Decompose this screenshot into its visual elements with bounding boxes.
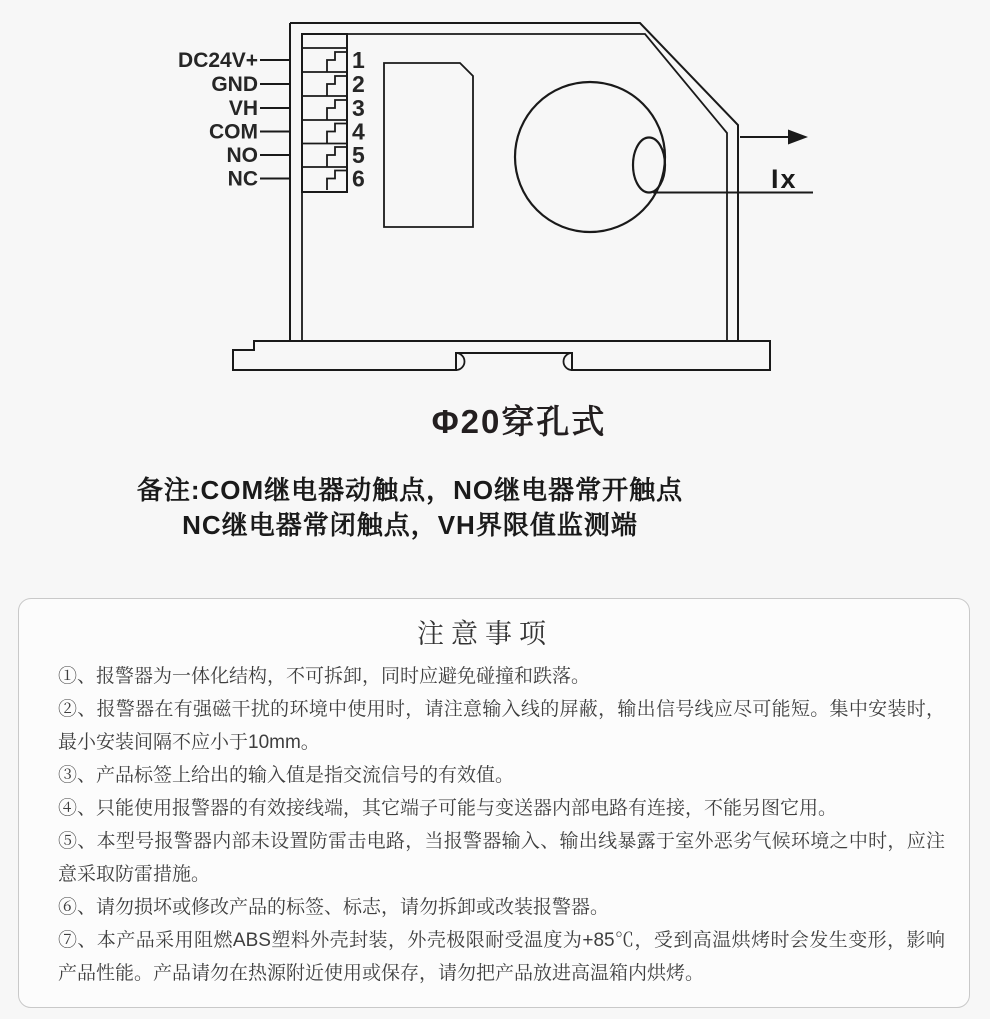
terminal-number: 3 xyxy=(352,95,365,121)
terminal-label: DC24V+ xyxy=(178,49,258,72)
precautions-title: 注意事项 xyxy=(417,619,553,649)
wiring-diagram xyxy=(0,0,990,395)
precaution-item-1: ①、报警器为一体化结构，不可拆卸，同时应避免碰撞和跌落。 xyxy=(58,666,591,687)
through-hole-ellipse xyxy=(633,138,665,193)
terminal-label: VH xyxy=(228,97,258,120)
terminal-label: NC xyxy=(227,167,258,191)
terminal-label: GND xyxy=(211,73,258,96)
terminal-number: 1 xyxy=(352,47,365,73)
precaution-item-4: ④、只能使用报警器的有效接线端，其它端子可能与变送器内部电路有连接，不能另图它用。 xyxy=(58,798,838,819)
device-outline-inner xyxy=(302,34,727,341)
terminal-number: 6 xyxy=(352,165,365,192)
terminal-number: 5 xyxy=(352,142,365,168)
terminal-lead-lines xyxy=(260,60,290,179)
precaution-item-6: ⑥、请勿损坏或修改产品的标签、标志，请勿拆卸或改装报警器。 xyxy=(58,897,610,918)
inner-panel xyxy=(384,63,473,227)
terminal-cell-dividers xyxy=(302,48,347,167)
precaution-item-7: ⑦、本产品采用阻燃ABS塑料外壳封装，外壳极限耐受温度为+85℃，受到高温烘烤时会发生变形，影响产品性能。产品请勿在热源附近使用或保存，请勿把产品放进高温箱内烘烤。 xyxy=(58,930,945,984)
precaution-item-2: ②、报警器在有强磁干扰的环境中使用时，请注意输入线的屏蔽，输出信号线应尽可能短。集中安装时，最小安装间隔不应小于10mm。 xyxy=(58,699,945,753)
base-outline xyxy=(233,341,770,370)
base-clip-arcs xyxy=(456,353,572,370)
terminal-number: 4 xyxy=(352,118,365,145)
terminal-label: COM xyxy=(209,120,258,144)
terminal-number: 2 xyxy=(352,71,365,97)
current-arrowhead xyxy=(788,130,808,145)
precaution-item-5: ⑤、本型号报警器内部未设置防雷击电路，当报警器输入、输出线暴露于室外恶劣气候环境之中时，应注意采取防雷措施。 xyxy=(58,831,945,885)
terminal-block xyxy=(302,34,347,192)
precautions-panel xyxy=(18,598,970,1008)
current-label: Ix xyxy=(771,164,798,194)
remark-line-2: NC继电器常闭触点，VH界限值监测端 xyxy=(182,510,638,540)
through-hole-circle xyxy=(515,82,665,232)
figure-title: Φ20穿孔式 xyxy=(431,403,607,440)
precautions-list xyxy=(58,660,945,990)
precaution-item-3: ③、产品标签上给出的输入值是指交流信号的有效值。 xyxy=(58,765,515,786)
remarks xyxy=(100,473,720,543)
remark-line-1: 备注:COM继电器动触点，NO继电器常开触点 xyxy=(136,475,684,505)
terminal-label: NO xyxy=(226,144,258,167)
